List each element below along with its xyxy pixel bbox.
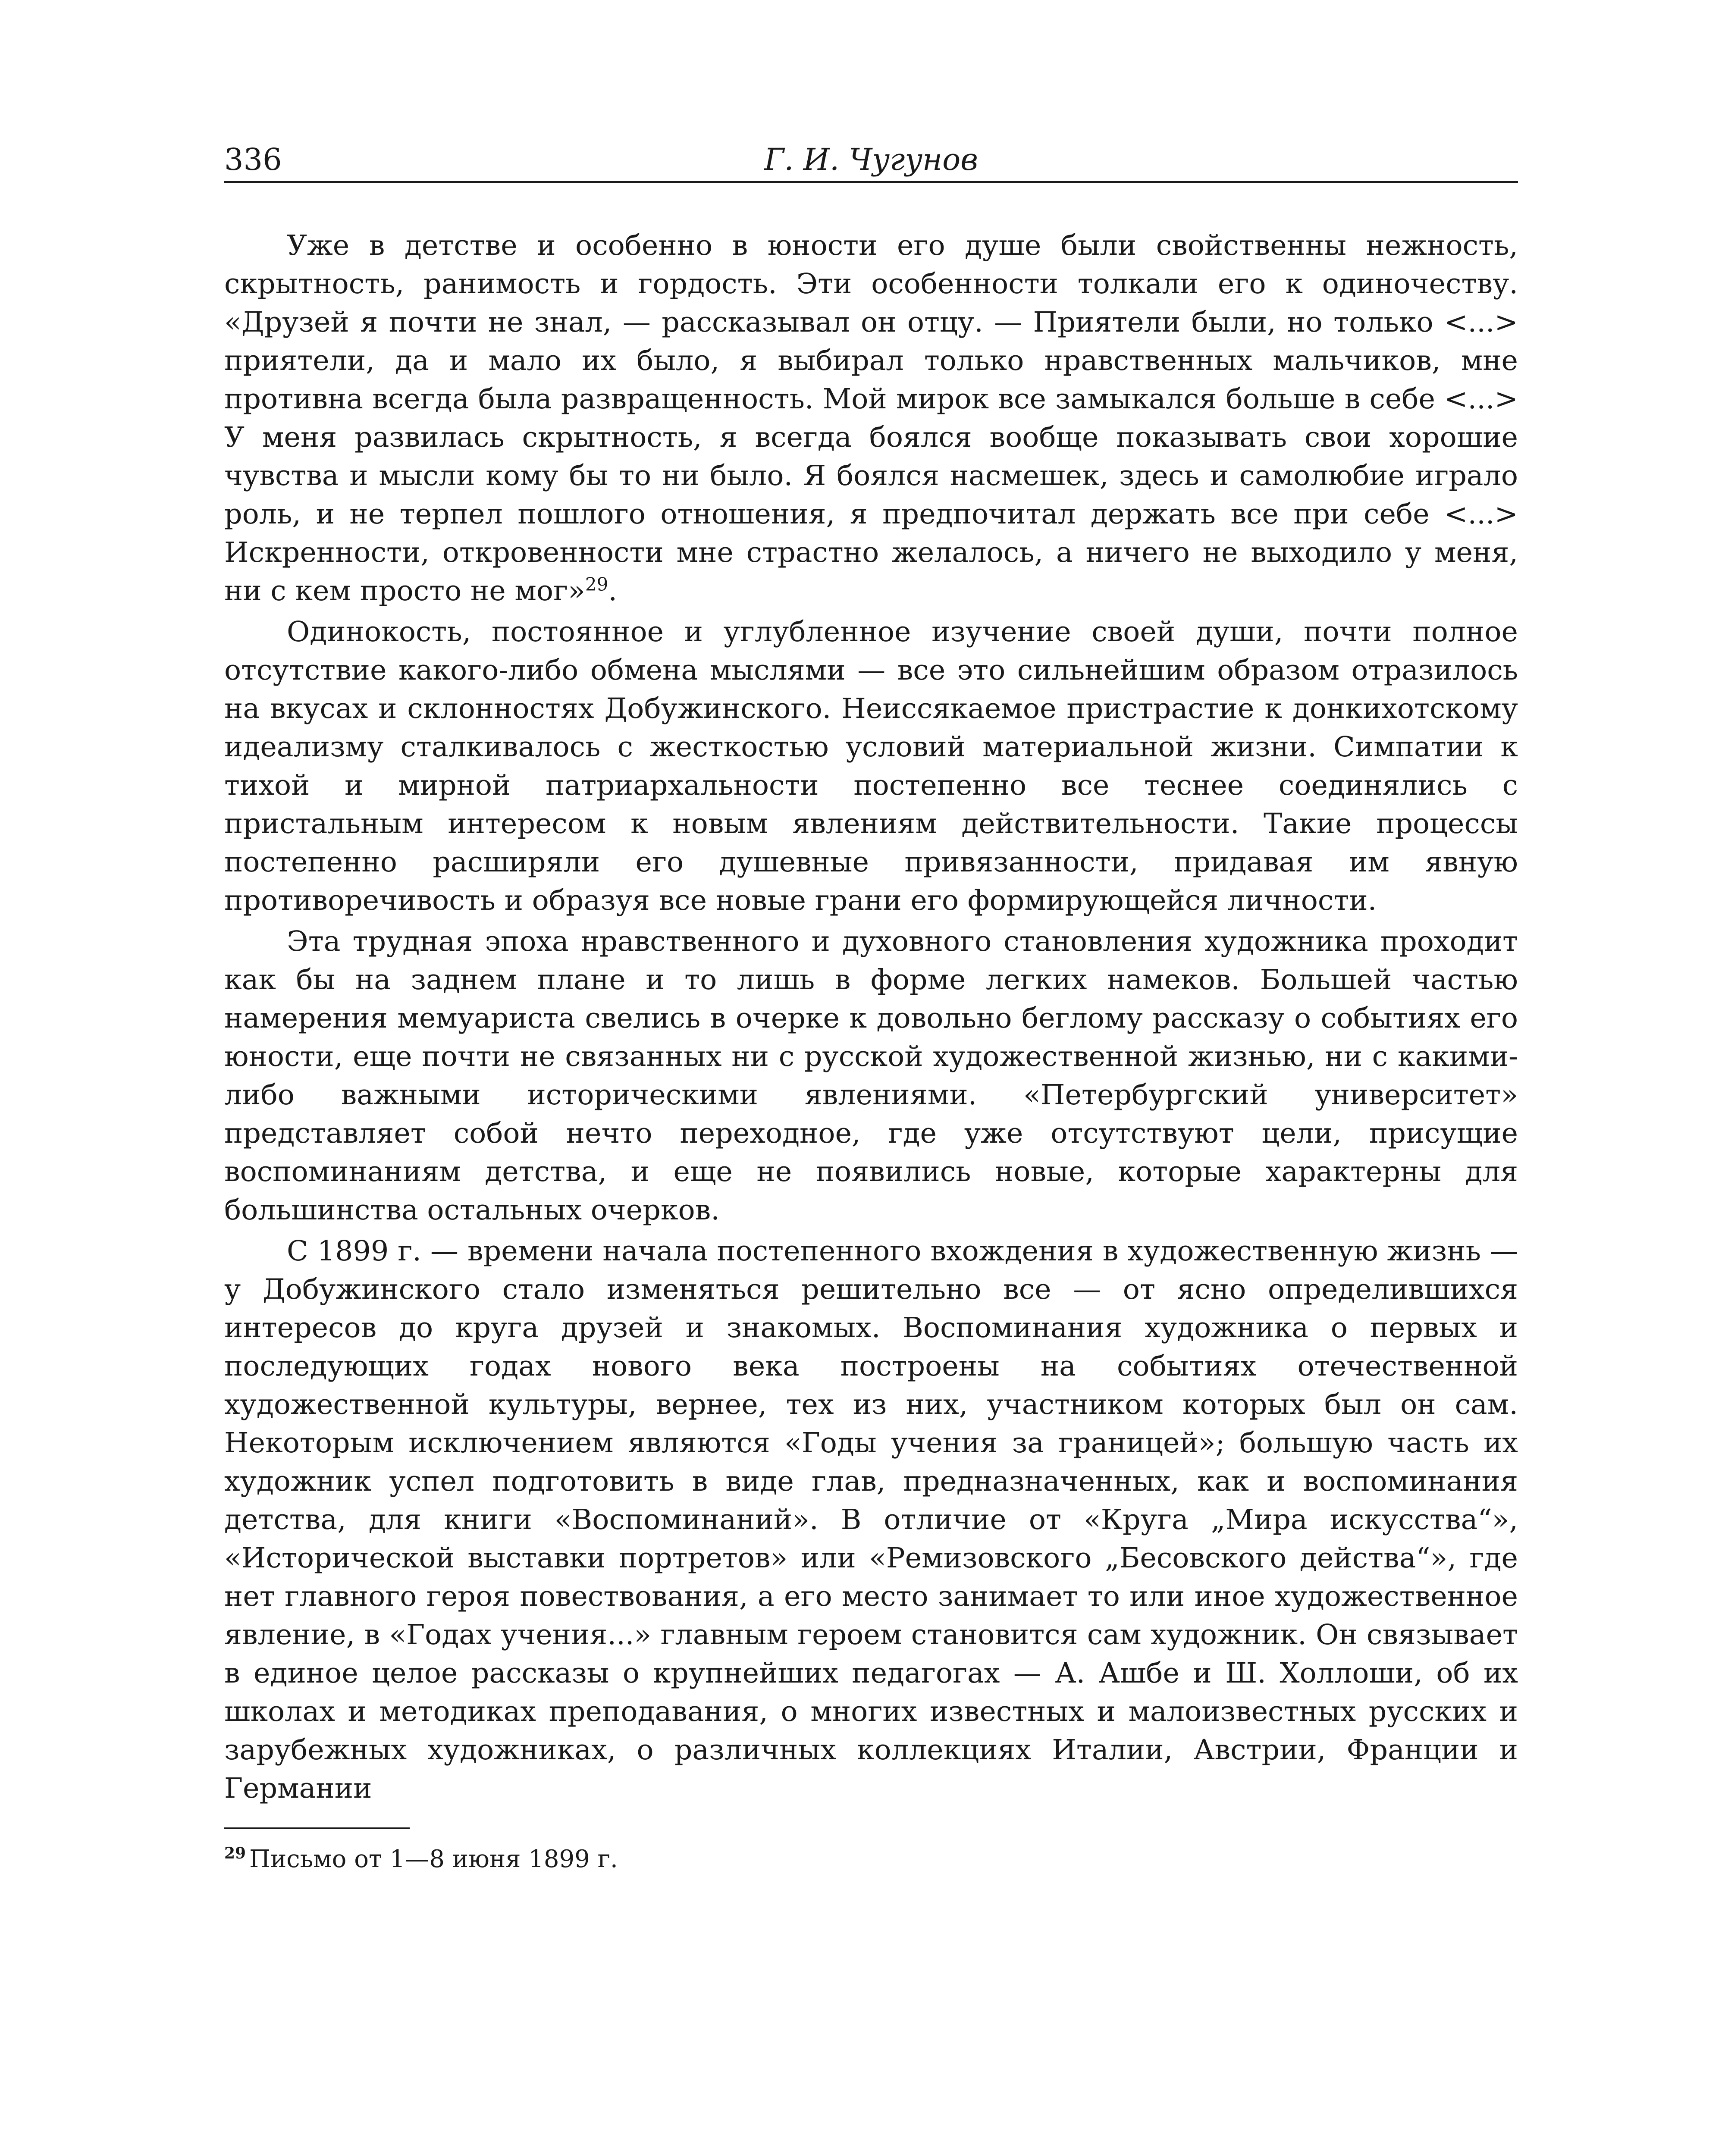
footnote	[224, 1842, 1518, 1877]
author-header: Г. И. Чугунов	[764, 142, 979, 177]
paragraph-1	[224, 226, 1518, 610]
body-text	[224, 226, 1518, 1808]
paragraph-2: Одинокость, постоянное и углубленное изучение своей души, почти полное отсутствие какого-либо обмена мыслями — все это сильнейшим образом отразилось на вкусах и склонностях Добужинского. Неиссякаемое пристрастие к донкихотскому идеализму сталкивалось с жесткостью условий материальной жизни. Симпатии к тихой и мирной патриархальности постепенно все теснее соединялись с пристальным интересом к новым явлениям действительности. Такие процессы постепенно расширяли его душевные привязанности, придавая им явную противоречивость и образуя все новые грани его формирующейся личности.	[224, 616, 1518, 917]
paragraph-4: С 1899 г. — времени начала постепенного вхождения в художественную жизнь — у Добужинского стало изменяться решительно все — от ясно определившихся интересов до круга друзей и знакомых. Воспоминания художника о первых и последующих годах нового века построены на событиях отечественной художественной культуры, вернее, тех из них, участником которых был он сам. Некоторым исключением являются «Годы учения за границей»; большую часть их художник успел подготовить в виде глав, предназначенных, как и воспоминания детства, для книги «Воспоминаний». В отличие от «Круга „Мира искусства“», «Исторической выставки портретов» или «Ремизовского „Бесовского действа“», где нет главного героя повествования, а его место занимает то или иное художественное явление, в «Годах учения...» главным героем становится сам художник. Он связывает в единое целое рассказы о крупнейших педагогах — А. Ашбе и Ш. Холлоши, об их школах и методиках преподавания, о многих известных и малоизвестных русских и зарубежных художниках, о различных коллекциях Италии, Австрии, Франции и Германии	[224, 1235, 1518, 1805]
running-header	[224, 129, 1518, 183]
footnote-reference: 29	[585, 573, 608, 595]
book-page	[224, 129, 1518, 2134]
footnote-divider	[224, 1827, 410, 1829]
footnote-number: 29	[224, 1844, 246, 1863]
paragraph-1-text: Уже в детстве и особенно в юности его душе были свойственны нежность, скрытность, ранимость и гордость. Эти особенности толкали его к одиночеству. «Друзей я почти не знал, — рассказывал он отцу. — Приятели были, но только <...> приятели, да и мало их было, я выбирал только нравственных мальчиков, мне противна всегда была развращенность. Мой мирок все замыкался больше в себе <...> У меня развилась скрытность, я всегда боялся вообще показывать свои хорошие чувства и мысли кому бы то ни было. Я боялся насмешек, здесь и самолюбие играло роль, и не терпел пошлого отношения, я предпочитал держать все при себе <...> Искренности, откровенности мне страстно желалось, а ничего не выходило у меня, ни с кем просто не мог»	[224, 229, 1518, 607]
paragraph-3: Эта трудная эпоха нравственного и духовного становления художника проходит как бы на заднем плане и то лишь в форме легких намеков. Большей частью намерения мемуариста свелись в очерке к довольно беглому рассказу о событиях его юности, еще почти не связанных ни с русской художественной жизнью, ни с какими-либо важными историческими явлениями. «Петербургский университет» представляет собой нечто переходное, где уже отсутствуют цели, присущие воспоминаниям детства, и еще не появились новые, которые характерны для большинства остальных очерков.	[224, 925, 1518, 1226]
paragraph-1-end: .	[608, 575, 617, 607]
page-number: 336	[224, 142, 282, 177]
footnote-text: Письмо от 1—8 июня 1899 г.	[249, 1845, 618, 1873]
